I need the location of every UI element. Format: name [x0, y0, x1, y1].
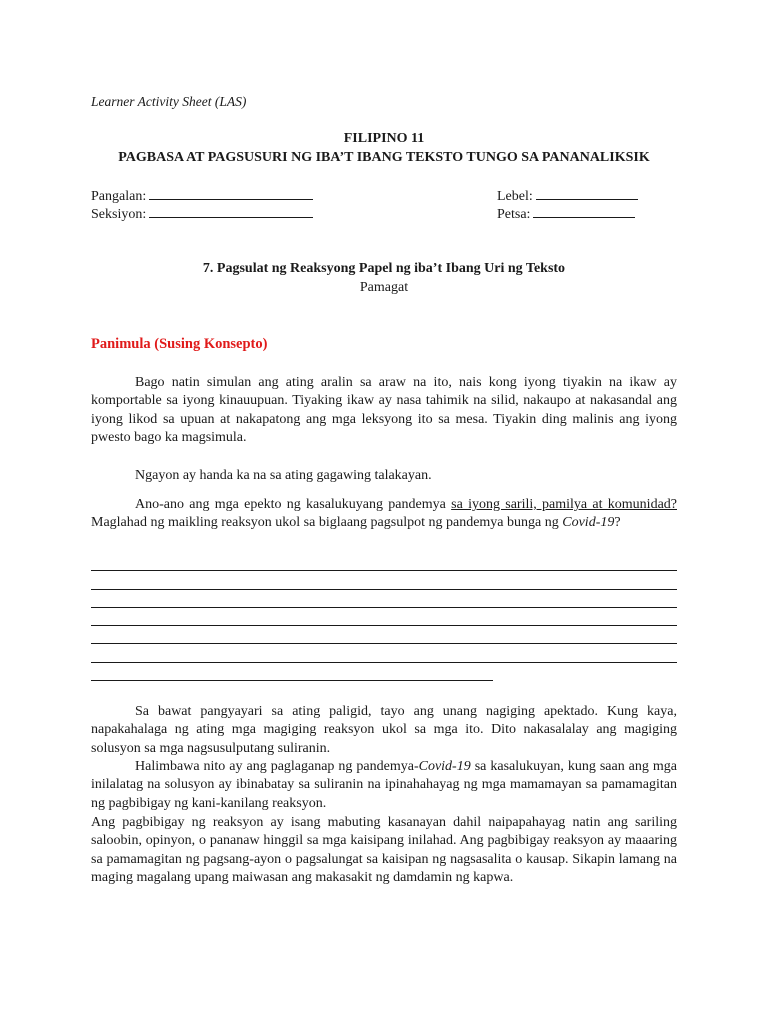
- lebel-blank[interactable]: [536, 186, 638, 200]
- petsa-field[interactable]: [497, 204, 635, 223]
- answer-line[interactable]: [91, 589, 677, 590]
- question-underlined: sa iyong sarili, pamilya at komunidad?: [451, 497, 677, 512]
- pangalan-label: Pangalan:: [91, 189, 147, 204]
- lebel-label: Lebel:: [497, 189, 533, 204]
- seksiyon-field[interactable]: [91, 204, 313, 223]
- example-text-a: Halimbawa nito ay ang paglaganap ng pandemya-: [135, 759, 419, 774]
- petsa-label: Petsa:: [497, 207, 531, 222]
- pangalan-field[interactable]: [91, 186, 313, 205]
- paragraph-ready: Ngayon ay handa ka na sa ating gagawing talakayan.: [135, 468, 432, 483]
- paragraph-example: [91, 758, 677, 813]
- example-text-b: sa kasalukuyan, kung saan ang mga inilalatag na solusyon ay ibinabatay sa suliranin na ipinahahayag ng mga mamamayan sa pamamagitan ng pagbibigay ng kani-kanilang reaksyon.: [91, 759, 677, 811]
- paragraph-intro: Bago natin simulan ang ating aralin sa araw na ito, nais kong iyong tiyakin na ikaw ay komportable sa iyong kinauupuan. Tiyaking ikaw ay nasa tahimik na silid, nakaupo at nakasandal ang iyong likod sa upuan at nakapatong ang mga leksyong ito sa mesa. Tiyakin ding malinis ang iyong pwesto bago ka magsimula.: [91, 375, 677, 446]
- question-text-a: Ano-ano ang mga epekto ng kasalukuyang pandemya: [135, 497, 452, 512]
- answer-line[interactable]: [91, 680, 493, 681]
- las-label: Learner Activity Sheet (LAS): [91, 94, 247, 109]
- lebel-field[interactable]: [497, 186, 638, 205]
- question-text-c: ?: [614, 515, 621, 531]
- petsa-blank[interactable]: [533, 204, 635, 218]
- answer-line[interactable]: [91, 570, 677, 571]
- section-heading: Panimula (Susing Konsepto): [91, 336, 268, 352]
- example-covid: Covid-19: [418, 759, 471, 774]
- answer-line[interactable]: [91, 625, 677, 626]
- answer-line[interactable]: [91, 662, 677, 663]
- answer-line[interactable]: [91, 607, 677, 608]
- answer-line[interactable]: [91, 643, 677, 644]
- subject-title: FILIPINO 11: [343, 131, 425, 146]
- question-covid: Covid-19: [562, 515, 615, 531]
- paragraph-context: Sa bawat pangyayari sa ating paligid, tayo ang unang nagiging apektado. Kung kaya, napakahalaga ng ating mga magiging reaksyon ukol sa mga ito. Dito nakasalalay ang magiging solusyon sa mga nagsusulputang suliranin.: [91, 704, 677, 756]
- lesson-subtitle: Pamagat: [359, 280, 409, 295]
- seksiyon-label: Seksiyon:: [91, 207, 147, 222]
- course-title: PAGBASA AT PAGSUSURI NG IBA’T IBANG TEKSTO TUNGO SA PANANALIKSIK: [118, 150, 650, 165]
- question-text-b: Maglahad ng maikling reaksyon ukol sa biglaang pagsulpot ng pandemya bunga ng: [91, 515, 563, 531]
- seksiyon-blank[interactable]: [149, 204, 313, 218]
- paragraph-question: [91, 496, 677, 533]
- lesson-title: 7. Pagsulat ng Reaksyong Papel ng iba’t Ibang Uri ng Teksto: [202, 261, 566, 276]
- pangalan-blank[interactable]: [149, 186, 313, 200]
- paragraph-reaction: Ang pagbibigay ng reaksyon ay isang mabuting kasanayan dahil naipapahayag natin ang sariling saloobin, opinyon, o pananaw hinggil sa mga kaisipang inilahad. Ang pagbibigay reaksyon ay maaaring sa pamamagitan ng pagsang-ayon o pagsalungat sa kaisipan ng nagsasalita o kausap. Sikapin lamang na maging magalang upang maiwasan ang makasakit ng damdamin ng kapwa.: [91, 815, 677, 886]
